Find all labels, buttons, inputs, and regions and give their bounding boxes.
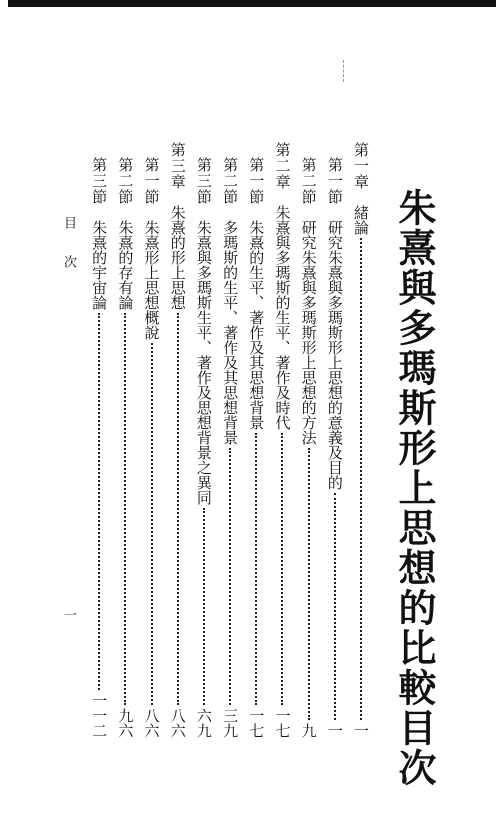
dot-leader	[346, 238, 362, 720]
toc-entry-page: 六九	[194, 708, 213, 738]
toc-entry-number: 第三章	[168, 142, 187, 190]
toc-entry-page: 一七	[247, 708, 266, 738]
toc-entry[interactable]	[267, 142, 293, 738]
dot-leader	[241, 433, 257, 705]
scan-mark	[343, 60, 346, 82]
toc-entry-title: 朱熹的存有論	[116, 220, 135, 310]
toc-entry[interactable]	[346, 142, 372, 738]
toc-entry-title: 朱熹與多瑪斯生平、著作及思想背景之異同	[194, 220, 213, 505]
toc-entry[interactable]	[293, 142, 319, 738]
toc-entry-number: 第三節	[90, 157, 109, 205]
toc-entry[interactable]	[136, 142, 162, 738]
toc-entry[interactable]	[215, 142, 241, 738]
toc-entry-number: 第一節	[142, 157, 161, 205]
toc-entry-title: 朱熹與多瑪斯的生平、著作及時代	[273, 205, 292, 430]
toc-entry-number: 第二節	[221, 157, 240, 205]
dot-leader	[110, 313, 126, 705]
toc-entry-title: 緒論	[352, 205, 370, 235]
toc-entry[interactable]	[320, 142, 346, 738]
toc-entry[interactable]	[241, 142, 267, 738]
toc-entry-title: 朱熹形上思想概說	[142, 220, 161, 340]
dot-leader	[320, 493, 336, 720]
toc-entry-page: 九六	[116, 708, 135, 738]
toc-entry-page: 九	[299, 723, 318, 738]
toc-entry-page: 一	[325, 723, 344, 738]
top-rule	[8, 0, 496, 7]
dot-leader	[84, 313, 100, 690]
toc-entry-page: 一七	[273, 708, 292, 738]
dot-leader	[267, 433, 283, 705]
toc-entry[interactable]	[189, 142, 215, 738]
page-number: 一	[61, 608, 76, 621]
dot-leader	[293, 448, 309, 720]
table-of-contents	[86, 142, 372, 738]
running-header: 目次	[61, 216, 76, 294]
toc-entry-title: 研究朱熹與多瑪斯形上思想的意義及目的	[325, 220, 344, 490]
toc-entry-number: 第三節	[194, 157, 213, 205]
dot-leader	[215, 448, 231, 705]
toc-entry[interactable]	[163, 142, 189, 738]
toc-entry-title: 朱熹的形上思想	[168, 205, 187, 310]
toc-entry-page: 八六	[168, 708, 187, 738]
toc-entry-title: 多瑪斯的生平、著作及其思想背景	[221, 220, 240, 445]
toc-entry[interactable]	[84, 142, 110, 738]
toc-entry-page: 一	[352, 723, 370, 738]
toc-entry-number: 第二章	[273, 142, 292, 190]
dot-leader	[163, 313, 179, 705]
toc-entry-title: 朱熹的生平、著作及其思想背景	[247, 220, 266, 430]
toc-entry-title: 朱熹的宇宙論	[90, 220, 109, 310]
toc-entry-number: 第一章	[352, 142, 370, 190]
toc-entry-page: 八六	[142, 708, 161, 738]
toc-entry-title: 研究朱熹與多瑪斯形上思想的方法	[299, 220, 318, 445]
toc-entry-number: 第二節	[116, 157, 135, 205]
toc-entry-number: 第二節	[299, 157, 318, 205]
toc-entry-number: 第一節	[247, 157, 266, 205]
toc-entry-page: 三九	[221, 708, 240, 738]
toc-entry[interactable]	[110, 142, 136, 738]
toc-entry-number: 第一節	[325, 157, 344, 205]
book-title: 朱熹與多瑪斯形上思想的比較目次	[392, 188, 437, 788]
dot-leader	[136, 343, 152, 705]
dot-leader	[189, 508, 205, 705]
toc-entry-page: 一一二	[90, 693, 109, 738]
